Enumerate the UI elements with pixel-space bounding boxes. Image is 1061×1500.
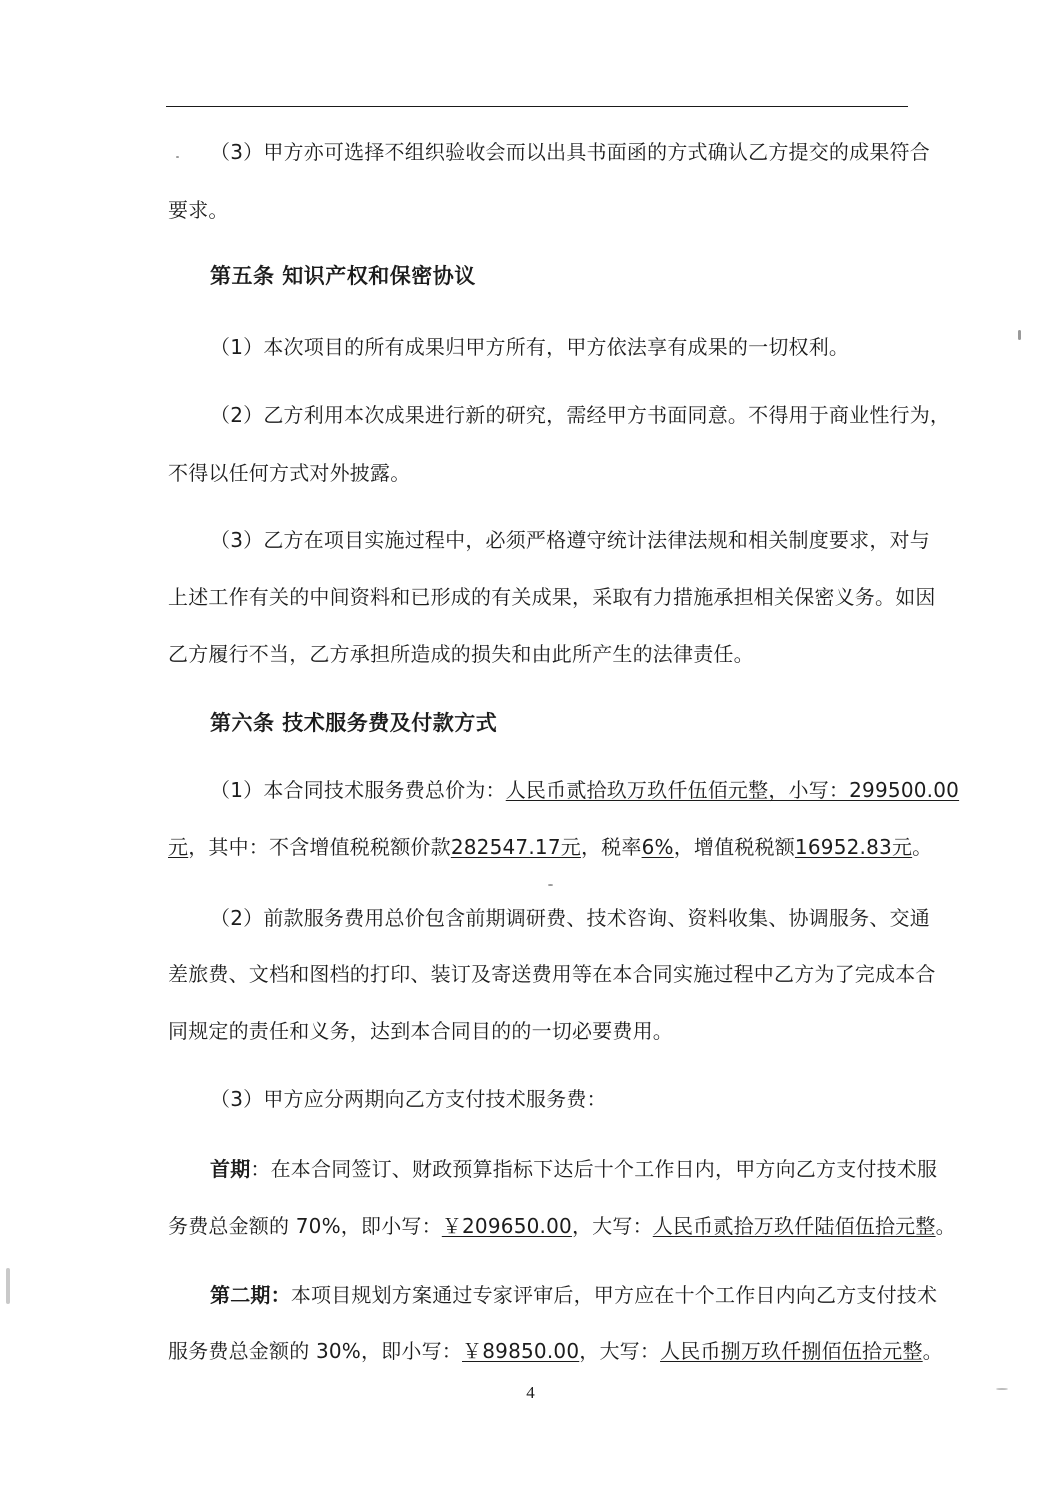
scan-speck — [176, 156, 179, 158]
first-payment-small-amount: ￥209650.00 — [441, 1214, 572, 1238]
paragraph-acceptance-line2: 要求。 — [168, 198, 229, 222]
tax-label: ，增值税税额 — [673, 835, 795, 859]
tax-amount: 16952.83元 — [794, 835, 913, 859]
scan-speck — [1018, 330, 1021, 340]
first-payment-end: 。 — [935, 1214, 956, 1238]
section-heading-article5: 第五条 知识产权和保密协议 — [210, 264, 476, 288]
article6-clause3: （3）甲方应分两期向乙方支付技术服务费： — [210, 1087, 607, 1111]
first-payment-big-amount: 人民币贰拾万玖仟陆佰伍拾元整 — [652, 1214, 936, 1238]
article6-clause1-line1 — [210, 778, 959, 802]
second-payment-big-label: ，大写： — [579, 1339, 661, 1363]
header-rule — [166, 106, 908, 107]
tax-rate: 6% — [641, 835, 674, 859]
scan-speck — [6, 1268, 10, 1304]
first-payment-label: 首期 — [210, 1157, 251, 1181]
second-payment-big-amount: 人民币捌万玖仟捌佰伍拾元整 — [660, 1339, 923, 1363]
article6-clause2-line2: 差旅费、文档和图档的打印、装订及寄送费用等在本合同实施过程中乙方为了完成本合 — [168, 962, 936, 986]
article5-clause2-line1: （2）乙方利用本次成果进行新的研究，需经甲方书面同意。不得用于商业性行为， — [210, 403, 951, 427]
rate-label: ，税率 — [580, 835, 642, 859]
paragraph-acceptance-line1: （3）甲方亦可选择不组织验收会而以出具书面函的方式确认乙方提交的成果符合 — [210, 140, 930, 164]
scan-speck — [548, 884, 553, 886]
first-payment-line2 — [168, 1214, 956, 1238]
article6-clause1-line2 — [168, 835, 932, 859]
clause1-prefix: （1）本合同技术服务费总价为： — [210, 778, 506, 802]
second-payment-label: 第二期： — [210, 1283, 291, 1307]
second-payment-share: 服务费总金额的 30%，即小写： — [168, 1339, 463, 1363]
section-heading-article6: 第六条 技术服务费及付款方式 — [210, 711, 498, 735]
first-payment-share: 务费总金额的 70%，即小写： — [168, 1214, 442, 1238]
second-payment-end: 。 — [922, 1339, 943, 1363]
pretax-label: ，其中：不含增值税税额价款 — [188, 835, 451, 859]
total-price-text: 人民币贰拾玖万玖仟伍佰元整，小写：299500.00 — [505, 778, 960, 802]
second-payment-small-amount: ￥89850.00 — [462, 1339, 580, 1363]
total-price-unit: 元 — [168, 835, 189, 859]
scan-speck — [996, 1388, 1008, 1390]
article5-clause3-line2: 上述工作有关的中间资料和已形成的有关成果，采取有力措施承担相关保密义务。如因 — [168, 585, 936, 609]
article5-clause2-line2: 不得以任何方式对外披露。 — [168, 461, 411, 485]
first-payment-text: ：在本合同签订、财政预算指标下达后十个工作日内，甲方向乙方支付技术服 — [250, 1157, 938, 1181]
first-payment-line1 — [210, 1157, 937, 1181]
page-number: 4 — [526, 1383, 535, 1402]
second-payment-line2 — [168, 1339, 943, 1363]
article5-clause3-line1: （3）乙方在项目实施过程中，必须严格遵守统计法律法规和相关制度要求，对与 — [210, 528, 930, 552]
article6-clause2-line3: 同规定的责任和义务，达到本合同目的的一切必要费用。 — [168, 1019, 673, 1043]
second-payment-text: 本项目规划方案通过专家评审后，甲方应在十个工作日内向乙方支付技术 — [290, 1283, 938, 1307]
pretax-amount: 282547.17元 — [450, 835, 581, 859]
article6-clause2-line1: （2）前款服务费用总价包含前期调研费、技术咨询、资料收集、协调服务、交通 — [210, 906, 930, 930]
first-payment-big-label: ，大写： — [571, 1214, 653, 1238]
clause1-end: 。 — [912, 835, 933, 859]
article5-clause1: （1）本次项目的所有成果归甲方所有，甲方依法享有成果的一切权利。 — [210, 335, 850, 359]
second-payment-line1 — [210, 1283, 937, 1307]
article5-clause3-line3: 乙方履行不当，乙方承担所造成的损失和由此所产生的法律责任。 — [168, 642, 754, 666]
